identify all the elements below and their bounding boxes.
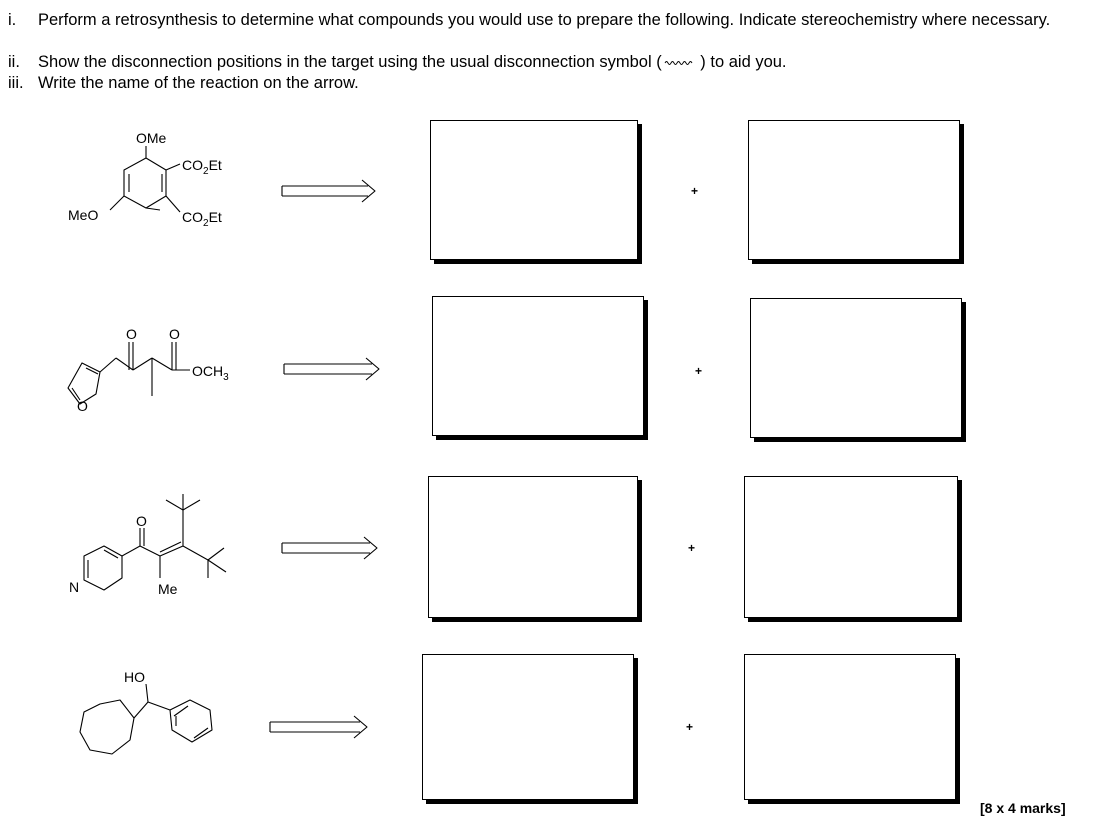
label-pyridine-n: N — [69, 579, 80, 595]
label-ketone-o: O — [126, 326, 137, 342]
instruction-text-before: Show the disconnection positions in the target using the usual disconnection symbol ( — [38, 53, 662, 71]
retrosynthesis-arrow-1 — [282, 180, 375, 202]
molecule-1-labels — [68, 130, 222, 229]
label-me: Me — [158, 581, 178, 597]
label-co2et-top: $CO_2Et$ — [182, 157, 222, 177]
plus-sign: + — [688, 541, 696, 555]
instruction-text: Write the name of the reaction on the arrow. — [38, 74, 359, 92]
molecule-2-structure — [68, 342, 190, 404]
instruction-number: ii. — [8, 53, 20, 71]
plus-sign: + — [691, 184, 699, 198]
molecule-2-labels — [77, 326, 229, 414]
molecule-3-structure — [84, 494, 226, 590]
label-ome: OMe — [136, 130, 167, 146]
label-ho: HO — [124, 669, 145, 685]
instruction-text: Perform a retrosynthesis to determine what compounds you would use to prepare the following. Indicate stereochemistry where necessary. — [38, 11, 1051, 29]
label-ester-o: O — [169, 326, 180, 342]
label-carbonyl-o: O — [136, 513, 147, 529]
label-och3: $OCH_3$ — [192, 363, 229, 383]
molecule-4-labels — [124, 669, 145, 685]
retrosynthesis-arrow-3 — [282, 537, 377, 559]
instruction-text-after: ) to aid you. — [695, 53, 787, 71]
retrosynthesis-arrow-2 — [284, 358, 379, 380]
label-meo: MeO — [68, 207, 99, 223]
plus-sign: + — [686, 720, 694, 734]
molecule-4-structure — [80, 684, 212, 754]
instruction-number: i. — [8, 11, 17, 29]
label-co2et-bottom: $CO_2Et$ — [182, 209, 222, 229]
molecule-1-structure — [110, 146, 180, 212]
marks-label: [8 x 4 marks] — [980, 800, 1066, 816]
retrosynthesis-arrow-4 — [270, 716, 367, 738]
label-furan-o: O — [77, 398, 88, 414]
instruction-number: iii. — [8, 74, 24, 92]
plus-sign: + — [695, 364, 703, 378]
